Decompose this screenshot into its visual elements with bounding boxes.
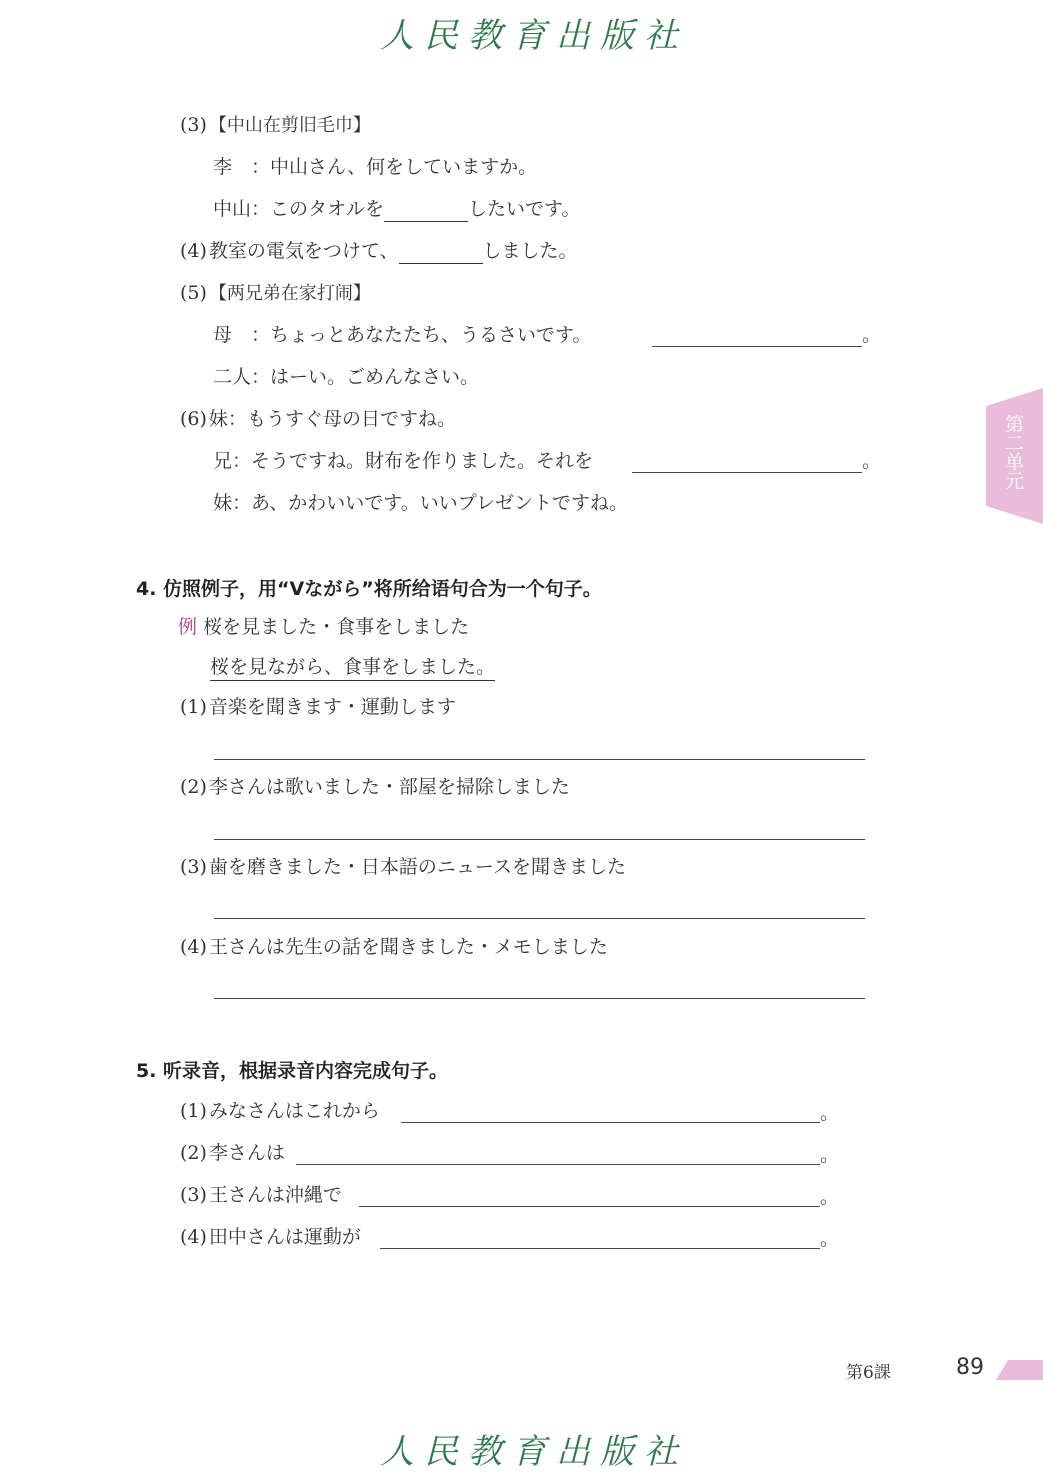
q4-item4-answer-line[interactable] — [214, 998, 865, 999]
q5-item3-answer-line[interactable] — [359, 1206, 820, 1207]
q5-item4: (4) 田中さんは運動が — [180, 1226, 361, 1248]
q4-title: 4. 仿照例子，用“Vながら”将所给语句合为一个句子。 — [136, 578, 602, 600]
q4-example-answer: 桜を見ながら、食事をしました。 — [210, 654, 495, 681]
q4-item2-answer-line[interactable] — [214, 839, 865, 840]
q3-item6-line2: 兄：そうですね。財布を作りました。それを — [213, 450, 594, 472]
answer-blank[interactable] — [652, 346, 862, 347]
q3-item6-line3: 妹：あ、かわいいです。いいプレゼントですね。 — [213, 492, 628, 514]
answer-blank[interactable] — [632, 472, 862, 473]
q3-item5-context: 【两兄弟在家打闹】 — [208, 283, 371, 304]
q5-item4-answer-line[interactable] — [380, 1248, 820, 1249]
answer-blank[interactable] — [399, 241, 483, 264]
q5-item4-end: 。 — [820, 1228, 840, 1250]
q3-item6-line2-end: 。 — [862, 450, 882, 472]
page-number: 89 — [956, 1355, 984, 1380]
q5-item3-end: 。 — [820, 1186, 840, 1208]
q5-item1-answer-line[interactable] — [401, 1122, 820, 1123]
q3-item5-context-line: (5) 【两兄弟在家打闹】 — [180, 282, 371, 304]
q3-item5-line1-end: 。 — [862, 324, 882, 346]
q3-item5-line2: 二人：はーい。ごめんなさい。 — [213, 366, 480, 388]
q4-item3-answer-line[interactable] — [214, 918, 865, 919]
q5-item2-end: 。 — [820, 1144, 840, 1166]
q4-item1-answer-line[interactable] — [214, 759, 865, 760]
q4-item1: (1) 音楽を聞きます・運動します — [180, 696, 456, 718]
publisher-logo-footer: 人民教育出版社 — [380, 1432, 688, 1472]
q5-item2-answer-line[interactable] — [296, 1164, 820, 1165]
q4-item3: (3) 歯を磨きました・日本語のニュースを聞きました — [180, 856, 626, 878]
q3-item4-line: (4) 教室の電気をつけて、 しました。 — [180, 240, 578, 262]
q5-item2: (2) 李さんは — [180, 1142, 285, 1164]
q5-item3: (3) 王さんは沖縄で — [180, 1184, 342, 1206]
q3-item3-context: 【中山在剪旧毛巾】 — [208, 115, 371, 136]
q4-item4: (4) 王さんは先生の話を聞きました・メモしました — [180, 936, 608, 958]
q5-item1: (1) みなさんはこれから — [180, 1100, 380, 1122]
q4-item2: (2) 李さんは歌いました・部屋を掃除しました — [180, 776, 570, 798]
q3-item5-line1: 母 ：ちょっとあなたたち、うるさいです。 — [213, 324, 592, 346]
page-marker-bar — [996, 1360, 1043, 1380]
answer-blank[interactable] — [384, 199, 468, 222]
unit-tab-label: 第二单元 — [1002, 414, 1024, 490]
q4-example-line: 例 桜を見ました・食事をしました — [178, 616, 470, 638]
q5-item1-end: 。 — [820, 1102, 840, 1124]
lesson-label: 第6課 — [846, 1363, 891, 1383]
q3-item6-line1: (6) 妹：もうすぐ母の日ですね。 — [180, 408, 456, 430]
publisher-logo-header: 人民教育出版社 — [380, 16, 688, 56]
q3-item3-line1: 李 ：中山さん、何をしていますか。 — [213, 156, 538, 178]
q5-title: 5. 听录音，根据录音内容完成句子。 — [136, 1060, 449, 1082]
q3-item3-context-line: (3) 【中山在剪旧毛巾】 — [180, 114, 371, 136]
example-label: 例 — [178, 616, 198, 638]
q3-item3-line2: 中山：このタオルを したいです。 — [213, 198, 581, 220]
